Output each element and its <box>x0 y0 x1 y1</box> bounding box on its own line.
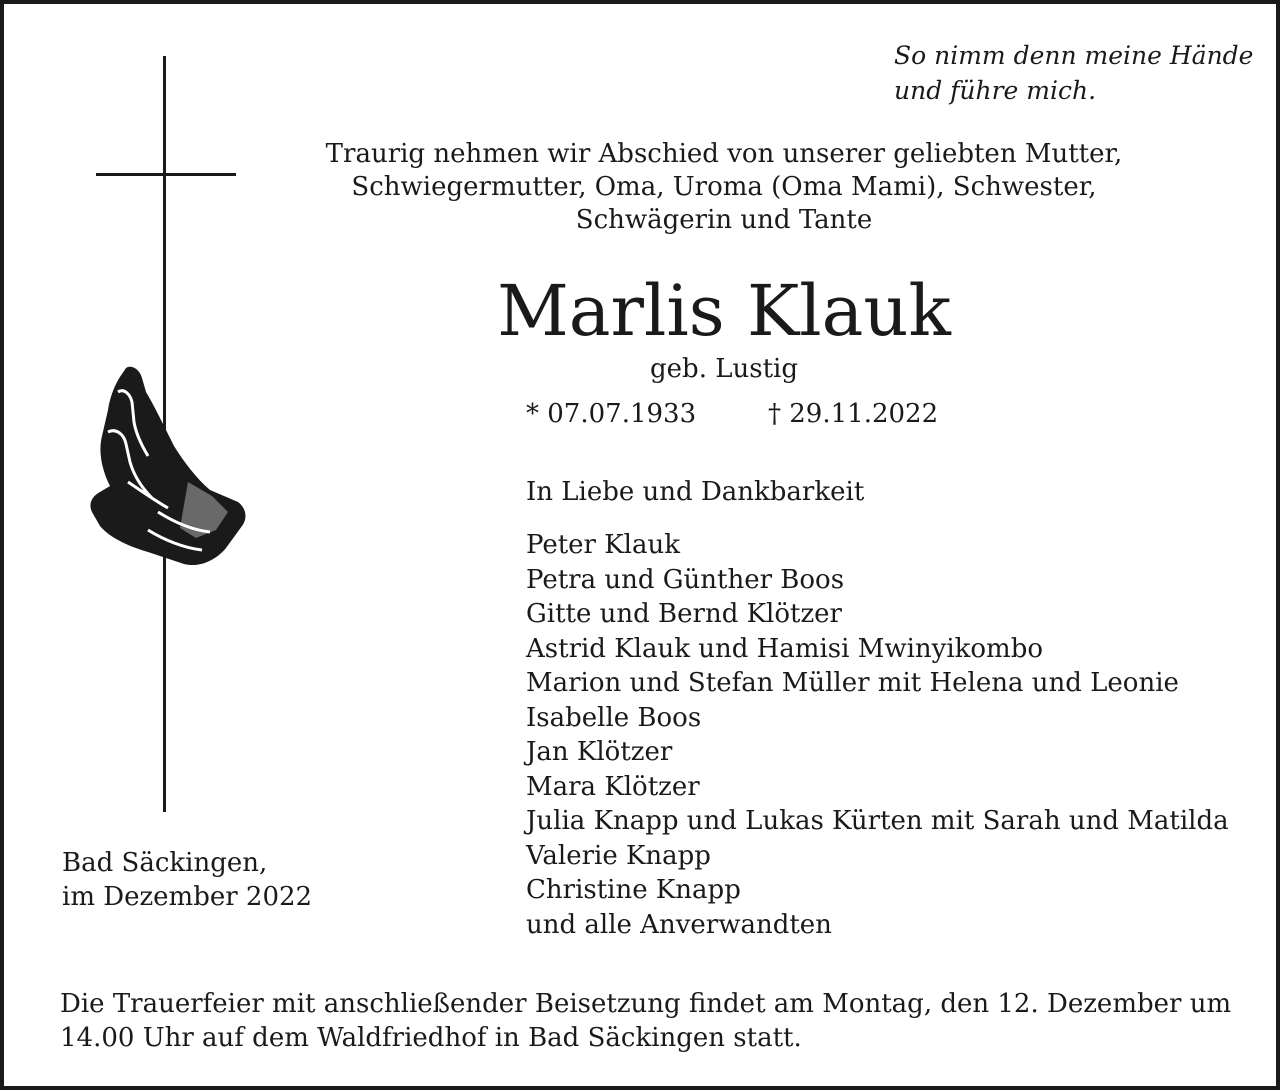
date-line: im Dezember 2022 <box>62 882 313 912</box>
death-date: † 29.11.2022 <box>768 399 939 429</box>
place-and-date <box>62 846 312 914</box>
intro-line: Traurig nehmen wir Abschied von unserer geliebten Mutter, <box>325 139 1123 169</box>
mourner-item: Christine Knapp <box>526 875 741 905</box>
mourner-item: Julia Knapp und Lukas Kürten mit Sarah und Matilda <box>526 806 1229 836</box>
deceased-name: Marlis Klauk <box>497 270 951 352</box>
motto-line: So nimm denn meine Hände <box>894 41 1254 70</box>
birth-date: * 07.07.1933 <box>526 399 697 429</box>
mourner-item: Astrid Klauk und Hamisi Mwinyikombo <box>526 633 1043 664</box>
mourner-item: Marion und Stefan Müller mit Helena und Leonie <box>526 668 1179 698</box>
intro-text <box>304 138 1144 237</box>
intro-line: Schwägerin und Tante <box>575 205 873 235</box>
mourner-item: und alle Anverwandten <box>526 909 832 940</box>
place-line: Bad Säckingen, <box>62 848 268 878</box>
intro-line: Schwiegermutter, Oma, Uroma (Oma Mami), Schwester, <box>351 172 1097 202</box>
motto-quote <box>894 38 1264 108</box>
mourner-item: Valerie Knapp <box>526 840 711 871</box>
praying-hands-icon <box>88 362 250 570</box>
cross-icon-beam <box>96 173 236 176</box>
mourner-item: Mara Klötzer <box>526 771 700 802</box>
ceremony-notice <box>60 987 1250 1055</box>
ceremony-line: 14.00 Uhr auf dem Waldfriedhof in Bad Säckingen statt. <box>60 1023 802 1053</box>
ceremony-line: Die Trauerfeier mit anschließender Beisetzung findet am Montag, den 12. Dezember um <box>60 989 1232 1019</box>
maiden-name: geb. Lustig <box>650 354 798 384</box>
mourner-item: Jan Klötzer <box>526 737 673 767</box>
mourners-list <box>526 528 1229 942</box>
dedication-line: In Liebe und Dankbarkeit <box>526 477 865 507</box>
mourner-item: Isabelle Boos <box>526 702 702 733</box>
mourner-item: Gitte und Bernd Klötzer <box>526 599 842 629</box>
mourner-item: Peter Klauk <box>526 530 680 560</box>
motto-line: und führe mich. <box>894 76 1097 105</box>
mourner-item: Petra und Günther Boos <box>526 564 845 595</box>
